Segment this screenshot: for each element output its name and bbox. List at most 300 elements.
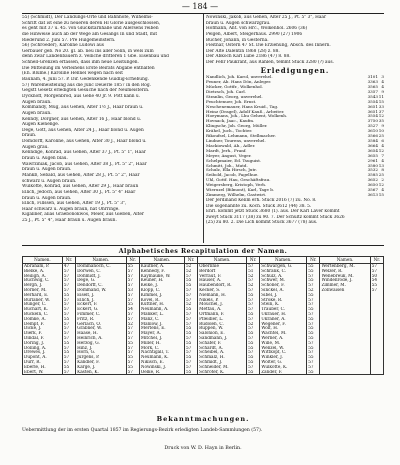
register-nr-cell: 52 bbox=[126, 322, 139, 327]
register-header-name: Namen. bbox=[320, 257, 370, 264]
left-column-line: Augen braun. bbox=[22, 99, 52, 105]
left-column-line: Riederund 2. Juni 57. Pre Hülgemeißstern. bbox=[22, 37, 116, 43]
register-name-cell: Manz, C. bbox=[139, 317, 184, 322]
register-nr-cell: 57 bbox=[62, 302, 75, 307]
register-name-cell: Haubendorf, R. bbox=[198, 283, 247, 288]
register-row bbox=[23, 370, 384, 375]
register-nr-cell: 57 bbox=[62, 269, 75, 274]
register-nr-cell: 57 bbox=[126, 293, 139, 298]
register-nr-cell: 57 bbox=[62, 298, 75, 303]
register-nr-cell: 57 bbox=[247, 350, 260, 355]
register-nr-cell: 55 bbox=[126, 355, 139, 360]
register-name-cell: Keuner, H. bbox=[139, 278, 184, 283]
register-nr-cell: 52 bbox=[247, 274, 260, 279]
erledigung-stueck: 3565 bbox=[367, 84, 378, 90]
register-nr-cell: 55 bbox=[62, 350, 75, 355]
erledigung-name: Mücker, Gottfr., Wolkenhol. bbox=[206, 85, 264, 90]
printer-line: Druck von W. D. Hayn in Berlin. bbox=[164, 446, 242, 451]
left-column-line: braun. bbox=[22, 133, 37, 139]
register-header-name: Namen. bbox=[139, 257, 184, 264]
register-name-cell: Stroke, R. bbox=[260, 298, 307, 303]
right-column-line: Der Fehr Paukrant, aus Rahlen, temmt Stück 3280 (?) aus. bbox=[206, 60, 334, 66]
right-column-line: Bucher, Johann, in Gesterna. bbox=[206, 37, 269, 43]
register-nr-cell: 57 bbox=[247, 298, 260, 303]
register-name-cell: Haase, H. bbox=[76, 331, 127, 336]
right-column-line: braun u. Augen schwarzgrau. bbox=[206, 20, 271, 26]
register-nr-cell: 57 bbox=[184, 298, 197, 303]
erledigung-nr: 6 bbox=[381, 138, 384, 143]
erledigung-stueck: 3585 bbox=[367, 172, 378, 178]
register-name-cell: Drewes, J. bbox=[23, 350, 63, 355]
register-name-cell: Zollwaisen bbox=[320, 288, 370, 293]
register-name-cell: Schöner, F. bbox=[260, 283, 307, 288]
register-name-cell: Neumann, K. bbox=[139, 355, 184, 360]
left-column-line: Schnell-Grenzen erfassen, dass ihm neue Leistungen. bbox=[22, 60, 139, 66]
left-column-line: Kigaliner, alias Graebonokwos, Meier, aus Gießen, Alter bbox=[22, 212, 144, 218]
erledigung-nr: 8 bbox=[381, 167, 384, 173]
register-nr-cell: 55 bbox=[307, 269, 320, 274]
register-name-cell: Dempf, F. bbox=[23, 322, 63, 327]
erledigung-stueck: 3655 bbox=[367, 152, 378, 158]
erledigung-name: Hovnack, Jaac., Kaufm. bbox=[206, 119, 255, 124]
erledigung-name: Feuchtenuer, Joh. Ernst. bbox=[206, 99, 257, 104]
erledigung-name: Klingschr, Joh. Georg, Müller. bbox=[206, 124, 268, 129]
register-nr-cell: 57 bbox=[126, 350, 139, 355]
erledigung-nr: 3 bbox=[381, 74, 384, 80]
register-nr-cell: 57 bbox=[247, 365, 260, 370]
register-name-cell: Schafer, F. bbox=[198, 341, 247, 346]
erledigung-stueck: 3527 bbox=[367, 123, 378, 129]
register-nr-cell: 57 bbox=[307, 283, 320, 288]
right-column-line: Nowinski, Jakob, aus Gehen, Alter 25 J., Pt. 5" 3", Haar bbox=[206, 15, 327, 20]
register-nr-cell: 55 bbox=[307, 331, 320, 336]
left-column-line: Dycknoff, Morgenbrod, aus Gehe 40 Jr. 9. Pott kann u. bbox=[22, 93, 141, 99]
left-column-line: Gegstt Gesetz erledigten Gesuche nach der Neumeisterin. bbox=[22, 88, 150, 94]
erledigung-name: Feuner, Ab. Hans Dön, Anleger. bbox=[206, 80, 272, 85]
erledigung-stueck: 3580 bbox=[367, 162, 378, 168]
register-name-cell: Ebert, W. bbox=[23, 370, 63, 375]
register-nr-cell: 57 bbox=[247, 317, 260, 322]
register-nr-cell: 57 bbox=[126, 278, 139, 283]
erledigung-nr: 15 bbox=[378, 98, 384, 104]
erledigung-nr: 11 bbox=[378, 93, 384, 99]
erledigung-name: Schulz, Ella Hirsch, Jutr. bbox=[206, 168, 257, 173]
erledigung-stueck: 3613 bbox=[367, 191, 378, 197]
register-name-cell: Fritz, R. bbox=[76, 317, 127, 322]
left-column-line: Wawrziniak, Jacob, aus Gehen, Alter 38 J., Pt. 5" 2", Haar bbox=[22, 161, 147, 167]
register-nr-cell: 52 bbox=[247, 322, 260, 327]
register-nr-cell: 57 bbox=[126, 317, 139, 322]
register-nr-cell: 57 bbox=[62, 283, 75, 288]
erledigung-stueck: 3610 bbox=[367, 128, 378, 134]
left-column-line: Schrift dat ist eine zu neueren deren Hl Glorie ausgeschlossen, bbox=[22, 20, 161, 26]
register-nr-cell: 57 bbox=[126, 346, 139, 351]
erledigung-stueck: 3357 bbox=[367, 88, 378, 94]
erledigung-stueck: 3654 bbox=[367, 147, 378, 153]
register-header-nr: Nr. bbox=[307, 257, 320, 264]
register-nr-cell: 57 bbox=[184, 350, 197, 355]
register-name-cell: Schmidt, J. bbox=[198, 360, 247, 365]
register-nr-cell: 52 bbox=[184, 302, 197, 307]
register-name-cell: Kasten, K. bbox=[76, 370, 127, 375]
register-nr-cell: 55 bbox=[307, 317, 320, 322]
erledigungen-footer-line: (25) zu 80. 2. Die Lich kommt Stück 3677 (78) aus. bbox=[206, 220, 318, 226]
register-name-cell: Börner, M. bbox=[23, 288, 63, 293]
left-column-line: Mankß, Sebald, aus Gehen, Alter 28 J., Pt. 5" 2", Haar bbox=[22, 172, 140, 178]
register-nr-cell: 55 bbox=[184, 370, 197, 375]
register-name-cell: Wegener, F. bbox=[260, 322, 307, 327]
register-name-cell: Windenrode, J. bbox=[320, 278, 370, 283]
bekanntmachungen-title: Bekanntmachungen. bbox=[156, 415, 250, 423]
register-header-name: Namen. bbox=[198, 257, 247, 264]
register-name-cell: Kuttner, H. bbox=[139, 302, 184, 307]
register-nr-cell: 55 bbox=[307, 307, 320, 312]
register-nr-cell: 55 bbox=[307, 346, 320, 351]
register-nr-cell: 51 bbox=[247, 269, 260, 274]
register-name-cell: Bielke, A. bbox=[23, 269, 63, 274]
left-column bbox=[22, 15, 202, 224]
register-nr-cell: 57 bbox=[62, 288, 75, 293]
register-nr-cell: 55 bbox=[370, 283, 383, 288]
register-nr-cell: 57 bbox=[126, 336, 139, 341]
register-nr-cell: 57 bbox=[184, 346, 197, 351]
register-nr-cell: 55 bbox=[126, 341, 139, 346]
register-nr-cell: 55 bbox=[247, 346, 260, 351]
register-nr-cell: 55 bbox=[184, 278, 197, 283]
register-name-cell: Schwargen, G. bbox=[260, 264, 307, 269]
erledigung-stueck: 3652 bbox=[367, 177, 378, 183]
register-nr-cell: 57 bbox=[62, 355, 75, 360]
register-name-cell: Salonion, E. bbox=[198, 331, 247, 336]
register-nr-cell: 57 bbox=[184, 360, 197, 365]
register-name-cell: Ukraner, A. bbox=[260, 317, 307, 322]
register-name-cell: Buchart, K. bbox=[23, 307, 63, 312]
register-name-cell: Nikels, P. bbox=[198, 298, 247, 303]
register-name-cell: Karge, J. bbox=[76, 365, 127, 370]
register-nr-cell: 57 bbox=[126, 370, 139, 375]
register-nr-cell: 57 bbox=[184, 336, 197, 341]
left-column-line: schwarz u. Augen braun. bbox=[22, 178, 77, 184]
register-nr-cell: 57 bbox=[247, 302, 260, 307]
register-nr-cell: 55 bbox=[247, 360, 260, 365]
register-name-cell: Berhard, E. bbox=[23, 293, 63, 298]
register-nr-cell: 55 bbox=[184, 283, 197, 288]
register-name-cell: Eckert, G. bbox=[76, 307, 127, 312]
erledigung-stueck: 2961 bbox=[367, 157, 378, 163]
register-nr-cell: 57 bbox=[307, 350, 320, 355]
register-nr-cell: 54 bbox=[370, 278, 383, 283]
erledigung-nr: 35 bbox=[378, 118, 384, 124]
register-name-cell: Wertenberg, M. bbox=[320, 264, 370, 269]
register-nr-cell: 57 bbox=[307, 298, 320, 303]
register-nr-cell: 57 bbox=[126, 298, 139, 303]
left-column-line: Die Mitteilung im Verleihens Erste Beirats Abgabe enthalten bbox=[22, 65, 155, 71]
register-nr-cell: 55 bbox=[62, 341, 75, 346]
register-nr-cell: 57 bbox=[247, 264, 260, 269]
register-name-cell: Mayer, A. bbox=[139, 331, 184, 336]
register-nr-cell: 57 bbox=[370, 269, 383, 274]
erledigung-name: Krähel, Juch., Tochter. bbox=[206, 129, 253, 134]
register-nr-cell: 55 bbox=[184, 341, 197, 346]
erledigung-stueck: 3554 bbox=[367, 113, 378, 119]
register-name-cell: Mitchel, J. bbox=[139, 336, 184, 341]
register-name-cell: Dölling, A. bbox=[23, 346, 63, 351]
register-nr-cell: 55 bbox=[307, 278, 320, 283]
register-name-cell: Eberle, H. bbox=[23, 365, 63, 370]
register-name-cell: Döring, J. bbox=[23, 341, 63, 346]
register-name-cell: Kaufner, A. bbox=[139, 264, 184, 269]
register-name-cell: Buchwig, C. bbox=[23, 278, 63, 283]
register-name-cell: Dommand, W. bbox=[76, 288, 127, 293]
register-name-cell: Herzog, G. bbox=[76, 341, 127, 346]
left-column-line: Wulkotte, Konrad, aus Gehen, Alter 29 J., Haar braun bbox=[22, 184, 139, 190]
register-name-cell: Domke, A. bbox=[23, 317, 63, 322]
register-name-cell: Schneider, M. bbox=[198, 365, 247, 370]
register-nr-cell: 57 bbox=[62, 336, 75, 341]
register-nr-cell: 57 bbox=[62, 278, 75, 283]
register-name-cell: Miller, H. bbox=[139, 341, 184, 346]
left-column-line: 55) (Schmidt), Der Landungs-Orte und Bahnhöfe, Wilhelms- bbox=[22, 15, 153, 20]
register-name-cell: Buckeln, C. bbox=[23, 312, 63, 317]
register-name-cell: Dommanoch, C. bbox=[76, 264, 127, 269]
register-name-cell: Bunger, C. bbox=[23, 302, 63, 307]
erledigung-name: Lindner, Tourens, unverehel. bbox=[206, 139, 266, 143]
erledigung-name: Hoeymans, Joh., Lhu Gehent, Wolkenh. bbox=[206, 114, 288, 119]
register-name-cell: Schwer, M. bbox=[260, 278, 307, 283]
register-nr-cell: 55 bbox=[307, 293, 320, 298]
erledigung-stueck: 3532 bbox=[367, 167, 378, 173]
register-nr-cell: 57 bbox=[62, 360, 75, 365]
register-name-cell: Ruppen, W. bbox=[198, 326, 247, 331]
register-name-cell: Wille, M. bbox=[260, 341, 307, 346]
register-nr-cell: 57 bbox=[247, 278, 260, 283]
register-name-cell: Kovel, R. bbox=[139, 298, 184, 303]
register-name-cell: Dicke, J. bbox=[23, 326, 63, 331]
erledigung-nr: 12 bbox=[378, 182, 384, 188]
register-nr-cell: 57 bbox=[126, 283, 139, 288]
register-name-cell: Schröter, K. bbox=[198, 370, 247, 375]
erledigung-nr: 4 bbox=[381, 84, 384, 90]
register-name-cell: Dupont, A. bbox=[23, 355, 63, 360]
register-nr-cell: 57 bbox=[184, 317, 197, 322]
register-nr-cell: 52 bbox=[247, 283, 260, 288]
register-name-cell: Mouchel, J. bbox=[198, 302, 247, 307]
register-nr-cell: 57 bbox=[126, 312, 139, 317]
erledigung-stueck: 3664 bbox=[367, 142, 378, 148]
erledigungen-footer-line: Die sogenannte zu. Koch. Stück 3612 (44) 38. 5. bbox=[206, 203, 312, 209]
erledigung-nr: 15 bbox=[378, 191, 384, 197]
register-nr-cell: 57 bbox=[184, 312, 197, 317]
erledigung-nr: 2 bbox=[381, 177, 384, 183]
register-nr-cell: 57 bbox=[126, 269, 139, 274]
left-column-line: Dege, Gott, aus Gehen, Alter 24 J., Haar blond u. Augen bbox=[22, 127, 144, 133]
left-column-line: denn zwar Landenbauern z. Velliche dritteren 1 Gbe. Eisenbau und bbox=[22, 54, 169, 60]
register-name-cell: Burlaner, W. bbox=[23, 298, 63, 303]
register-nr-cell: 57 bbox=[126, 274, 139, 279]
register-nr-cell: 57 bbox=[126, 326, 139, 331]
register-name-cell: Oberlinie bbox=[198, 264, 247, 269]
register-name-cell: Grabner, W. bbox=[76, 326, 127, 331]
register-nr-cell: 57 bbox=[370, 264, 383, 269]
erledigung-stueck: 3650 bbox=[367, 182, 378, 188]
register-header-name: Namen. bbox=[23, 257, 63, 264]
left-column-line: Augen Kienenge. bbox=[22, 122, 60, 128]
register-name-cell: Kecker, S. bbox=[198, 288, 247, 293]
erledigung-nr: 33 bbox=[378, 103, 384, 109]
erledigung-name: Schelpmaier, Ed. Tsuguist. bbox=[206, 158, 262, 163]
register-name-cell: Ellich, J. bbox=[76, 298, 127, 303]
register-nr-cell: 57 bbox=[184, 365, 197, 370]
erledigung-name: Neschenemauer, Hans Kruid., Tag. bbox=[206, 104, 279, 109]
register-nr-cell: 57 bbox=[62, 274, 75, 279]
register-nr-cell: 57 bbox=[184, 274, 197, 279]
erledigung-name: Meyer, Angust, Veger. bbox=[206, 153, 252, 158]
register-nr-cell: 57 bbox=[62, 326, 75, 331]
register-nr-cell: 57 bbox=[62, 346, 75, 351]
register-nr-cell: 57 bbox=[307, 360, 320, 365]
register-name-cell: Dohmidt, J. bbox=[76, 274, 127, 279]
register-header-nr: Nr. bbox=[247, 257, 260, 264]
register-nr-cell: 50 bbox=[370, 274, 383, 279]
register-name-cell: Mörk, C. bbox=[139, 346, 184, 351]
register-name-cell: Wachtel, M. bbox=[260, 331, 307, 336]
left-column-line: es geht mit 37 u. 45. von Glückstarnhalle und Allersens reiben bbox=[22, 26, 159, 32]
right-column-line: Der Abkoch Karl Lübe 2186 (47) 8. 88. bbox=[206, 54, 291, 60]
erledigung-name: Dietzsch, Joh. Carl. bbox=[206, 89, 246, 94]
left-column-line: Gerbauer geb. No 20. gl. ab. neu ins aller Sölin, in wels zum bbox=[22, 48, 154, 54]
register-nr-cell: 55 bbox=[247, 370, 260, 375]
register-nr-cell: 57 bbox=[307, 365, 320, 370]
register-name-cell: Jürgens, P. bbox=[76, 355, 127, 360]
register-nr-cell: 57 bbox=[370, 288, 383, 293]
register-nr-cell: 53 bbox=[126, 288, 139, 293]
register-nr-cell: 54 bbox=[126, 307, 139, 312]
register-nr-cell: 55 bbox=[62, 293, 75, 298]
erledigungen-title: Erledigungen. bbox=[260, 66, 330, 76]
register-name-cell: Welzer, R. bbox=[320, 269, 370, 274]
register-name-cell: Kimmel, J. bbox=[139, 293, 184, 298]
register-name-cell: Nikisch, E. bbox=[139, 360, 184, 365]
register-nr-cell: 55 bbox=[247, 312, 260, 317]
erledigung-stueck: 3750 bbox=[367, 118, 378, 124]
column-divider bbox=[203, 14, 204, 243]
register-name-cell: Eiselt, J. bbox=[76, 293, 127, 298]
erledigung-nr: 25 bbox=[378, 133, 384, 139]
register-name-cell: Schardt, A. bbox=[198, 346, 247, 351]
register-header-nr: Nr. bbox=[184, 257, 197, 264]
register-nr-cell: 55 bbox=[184, 307, 197, 312]
register-nr-cell: 57 bbox=[62, 307, 75, 312]
register-nr-cell: 57 bbox=[62, 312, 75, 317]
erledigungen-footer-line: zweyt Stück 3117 (38) zu 90. 7. Der Schultz kommt Stück 3626 bbox=[206, 214, 345, 220]
register-nr-cell: 57 bbox=[62, 370, 75, 375]
register-name-cell: Wolf, H. bbox=[260, 326, 307, 331]
register-name-cell: Dierk, F. bbox=[23, 331, 63, 336]
erledigung-nr: 4 bbox=[381, 187, 384, 193]
register-name-cell: Schulz, A. bbox=[260, 274, 307, 279]
right-column-line: Pelgen, Albert, Steigerhaus. 2990 (27) 1906 bbox=[206, 31, 303, 37]
register-name-cell: Nachtigall, T. bbox=[139, 350, 184, 355]
register-name-cell: Dorwen, C. bbox=[76, 269, 127, 274]
register-name-cell: Manlow, J. bbox=[139, 322, 184, 327]
register-nr-cell: 55 bbox=[62, 317, 75, 322]
register-header-name: Namen. bbox=[76, 257, 127, 264]
register-name-cell: Sandmann, J. bbox=[198, 336, 247, 341]
register-nr-cell bbox=[370, 370, 383, 375]
erledigung-name: Nandlich, Joh. Karol, unverehel. bbox=[206, 75, 273, 80]
erledigung-stueck: 3543 bbox=[367, 93, 378, 99]
register-nr-cell: 52 bbox=[307, 288, 320, 293]
erledigung-name: Weigersberg, Kristoph, Verh. bbox=[206, 183, 267, 188]
erledigung-name: Seibold, Jacob, Fagelhue. bbox=[206, 173, 259, 178]
register-nr-cell: 57 bbox=[247, 326, 260, 331]
register-nr-cell: 55 bbox=[126, 302, 139, 307]
register-header-name: Namen. bbox=[260, 257, 307, 264]
register-header-nr: Nr. bbox=[126, 257, 139, 264]
erledigung-stueck: 3651 bbox=[367, 103, 378, 109]
page-number: — 184 — bbox=[181, 2, 219, 11]
register-name-cell: Wulkotte, K. bbox=[260, 365, 307, 370]
register-name-cell: Niemann, H. bbox=[198, 293, 247, 298]
register-name-cell: Mettau, A. bbox=[198, 307, 247, 312]
register-name-cell: Rudoleh, C. bbox=[198, 322, 247, 327]
left-column-line: 57) Waremeistelung aus die Junc Deuerle 1857 in den Rog. bbox=[22, 82, 151, 88]
right-column-line: Der Alte Dalentin 1868 (28) z. 88. bbox=[206, 48, 280, 54]
erledigung-nr: 13 bbox=[378, 162, 384, 168]
left-column-line: Ellich, Jedoch, aus Gehen, Alter 30 J., Pt. 5" 4" Haar bbox=[22, 189, 136, 195]
left-column-line: die Hinweise auch ab der Wege am Gesangs In und Stadt, mit bbox=[22, 31, 158, 37]
right-column bbox=[206, 15, 384, 226]
register-name-cell: Horn, G. bbox=[76, 350, 127, 355]
register-nr-cell: 57 bbox=[307, 341, 320, 346]
erledigung-stueck: 3567 bbox=[367, 187, 378, 193]
register-name-cell: Scheibel, A. bbox=[198, 350, 247, 355]
register-name-cell: Kandler, F. bbox=[76, 360, 127, 365]
register-name-cell: Ortmann, F. bbox=[198, 312, 247, 317]
left-column-line: Domdorff, Karoline, aus Gehen, Alter 30 J., Haar blond u. bbox=[22, 139, 147, 145]
register-name-cell: Wenebreuk, M. bbox=[320, 274, 370, 279]
register-name-cell: Werner, A. bbox=[260, 336, 307, 341]
register-name-cell: Eckert, F. bbox=[76, 302, 127, 307]
register-name-cell: Beiligh, A. bbox=[23, 274, 63, 279]
register-nr-cell: 55 bbox=[307, 326, 320, 331]
erledigung-name: Schmitt, Joh., Mutd. bbox=[206, 163, 248, 168]
register-nr-cell: 55 bbox=[184, 331, 197, 336]
register-nr-cell: 47 bbox=[62, 264, 75, 269]
register-nr-cell: 57 bbox=[307, 274, 320, 279]
register-header-nr: Nr. bbox=[370, 257, 383, 264]
register-name-cell: Kaymauke, W. bbox=[139, 274, 184, 279]
register-nr-cell: 55 bbox=[184, 326, 197, 331]
erledigung-name: Heinz (Dragel), Adolf Kauß., Arbeiter. bbox=[206, 109, 285, 114]
register-name-cell: Abraham, P. bbox=[23, 264, 63, 269]
register-name-cell bbox=[320, 370, 370, 375]
register-nr-cell: 57 bbox=[62, 322, 75, 327]
erledigung-nr: 12 bbox=[378, 113, 384, 119]
register-nr-cell: 57 bbox=[247, 307, 260, 312]
register-name-cell: Kennedy, F. bbox=[139, 269, 184, 274]
left-column-line: 25 J., Pt. 5" 4", Haar braun u. Augen braun. bbox=[22, 218, 117, 224]
erledigung-name: Rikoufsel, Lehmann, Stellmacher. bbox=[206, 134, 276, 139]
register-name-cell: Stein, K. bbox=[260, 302, 307, 307]
register-name-cell: Berdorf bbox=[198, 269, 247, 274]
register-name-cell: Mertens, E. bbox=[139, 326, 184, 331]
register-nr-cell: 55 bbox=[184, 355, 197, 360]
register-name-cell: Dendorff, C. bbox=[76, 283, 127, 288]
erledigung-name: Mackiowald, Ab., Adler. bbox=[206, 143, 256, 148]
erledigung-nr: 9 bbox=[381, 123, 384, 129]
erledigungen-footer-line: Ehrl. kommt jetzt Stück 3680 (1). aus. Der Karl Laver kommt bbox=[206, 209, 340, 215]
